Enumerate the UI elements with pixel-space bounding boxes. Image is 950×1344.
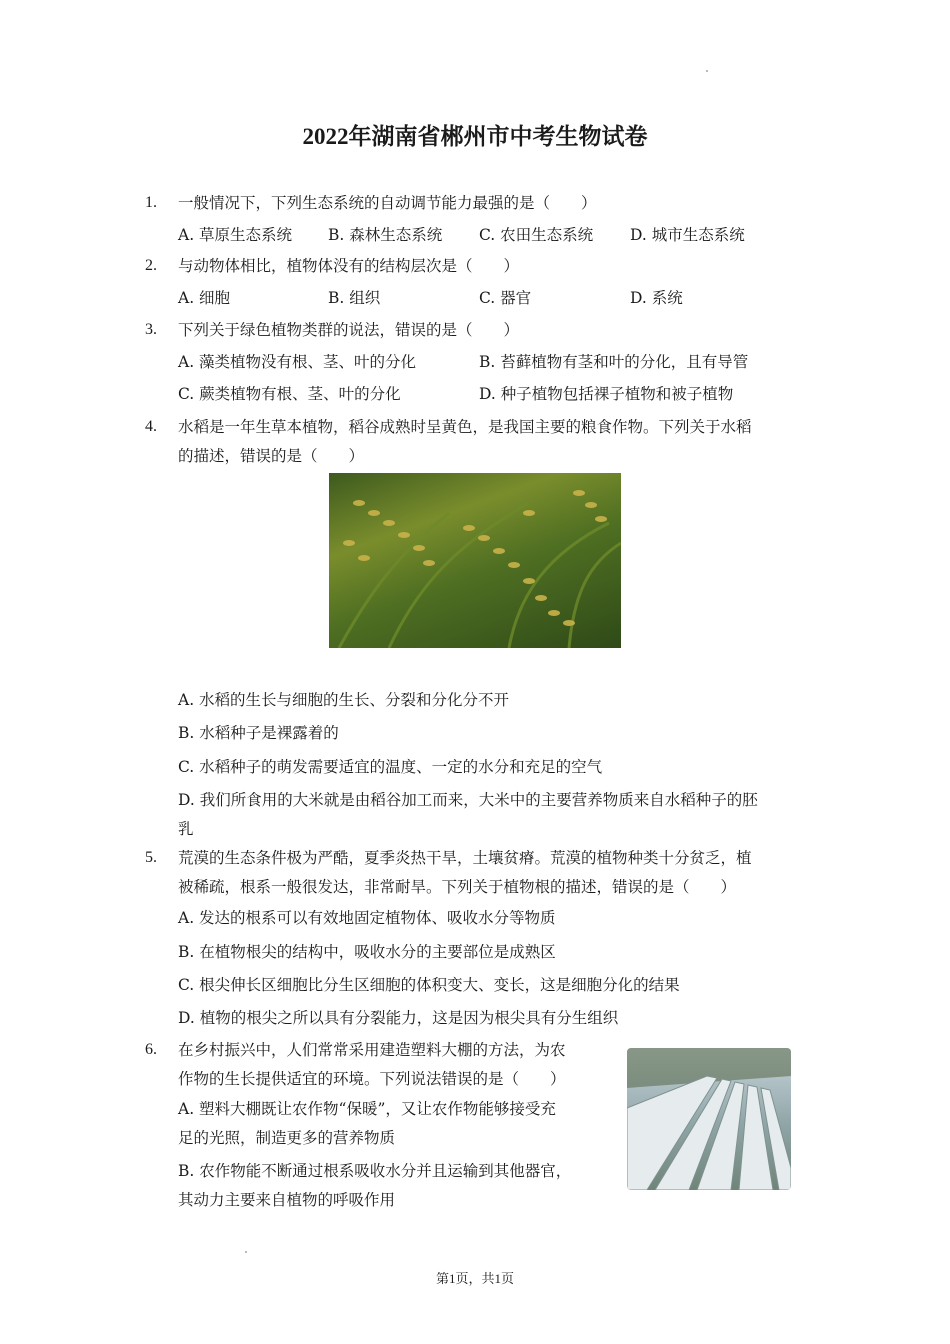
rice-photo — [329, 473, 621, 648]
option: D. 系统 — [630, 289, 683, 307]
option: C. 蕨类植物有根、茎、叶的分化 — [178, 385, 401, 403]
question-number: 1. — [145, 194, 157, 211]
question-number: 5. — [145, 849, 157, 866]
option: A. 细胞 — [178, 289, 231, 307]
question-stem: 一般情况下，下列生态系统的自动调节能力最强的是（ ） — [178, 194, 597, 212]
option: C. 水稻种子的萌发需要适宜的温度、一定的水分和充足的空气 — [178, 758, 603, 776]
question-stem: 在乡村振兴中，人们常常采用建造塑料大棚的方法，为农 — [178, 1041, 566, 1059]
option: C. 根尖伸长区细胞比分生区细胞的体积变大、变长，这是细胞分化的结果 — [178, 976, 680, 994]
question-stem: 与动物体相比，植物体没有的结构层次是（ ） — [178, 257, 520, 275]
option: C. 农田生态系统 — [479, 226, 594, 244]
greenhouse-photo — [627, 1048, 791, 1190]
question-stem: 下列关于绿色植物类群的说法，错误的是（ ） — [178, 321, 520, 339]
question-number: 3. — [145, 321, 157, 338]
option: B. 农作物能不断通过根系吸收水分并且运输到其他器官， — [178, 1162, 572, 1180]
option: A. 发达的根系可以有效地固定植物体、吸收水分等物质 — [178, 909, 556, 927]
question-stem: 荒漠的生态条件极为严酷，夏季炎热干旱，土壤贫瘠。荒漠的植物种类十分贫乏，植 — [178, 849, 752, 867]
option: B. 森林生态系统 — [328, 226, 443, 244]
option: 足的光照，制造更多的营养物质 — [178, 1129, 396, 1147]
option: A. 水稻的生长与细胞的生长、分裂和分化分不开 — [178, 691, 510, 709]
option: B. 苔藓植物有茎和叶的分化，且有导管 — [479, 353, 749, 371]
option: B. 组织 — [328, 289, 381, 307]
question-number: 4. — [145, 418, 157, 435]
page-footer: 第1页，共1页 — [435, 1271, 514, 1286]
option: A. 藻类植物没有根、茎、叶的分化 — [178, 353, 417, 371]
option: D. 城市生态系统 — [630, 226, 745, 244]
option: B. 在植物根尖的结构中，吸收水分的主要部位是成熟区 — [178, 943, 556, 961]
question-number: 6. — [145, 1041, 157, 1058]
question-stem: 的描述，错误的是（ ） — [178, 447, 365, 465]
option: 乳 — [178, 820, 194, 838]
option: D. 植物的根尖之所以具有分裂能力，这是因为根尖具有分生组织 — [178, 1009, 619, 1027]
question-stem: 水稻是一年生草本植物，稻谷成熟时呈黄色，是我国主要的粮食作物。下列关于水稻 — [178, 418, 752, 436]
question-number: 2. — [145, 257, 157, 274]
question-stem: 作物的生长提供适宜的环境。下列说法错误的是（ ） — [178, 1070, 566, 1088]
option: A. 草原生态系统 — [178, 226, 293, 244]
page-title: 2022年湖南省郴州市中考生物试卷 — [302, 124, 648, 149]
question-stem: 被稀疏，根系一般很发达，非常耐旱。下列关于植物根的描述，错误的是（ ） — [178, 878, 737, 896]
option: D. 我们所食用的大米就是由稻谷加工而来，大米中的主要营养物质来自水稻种子的胚 — [178, 791, 758, 809]
option: A. 塑料大棚既让农作物“保暖”，又让农作物能够接受充 — [178, 1100, 556, 1118]
scan-dot — [245, 1251, 247, 1253]
option: B. 水稻种子是裸露着的 — [178, 724, 339, 742]
option: D. 种子植物包括裸子植物和被子植物 — [479, 385, 734, 403]
option: 其动力主要来自植物的呼吸作用 — [178, 1191, 396, 1209]
scan-dot — [706, 70, 708, 72]
option: C. 器官 — [479, 289, 532, 307]
